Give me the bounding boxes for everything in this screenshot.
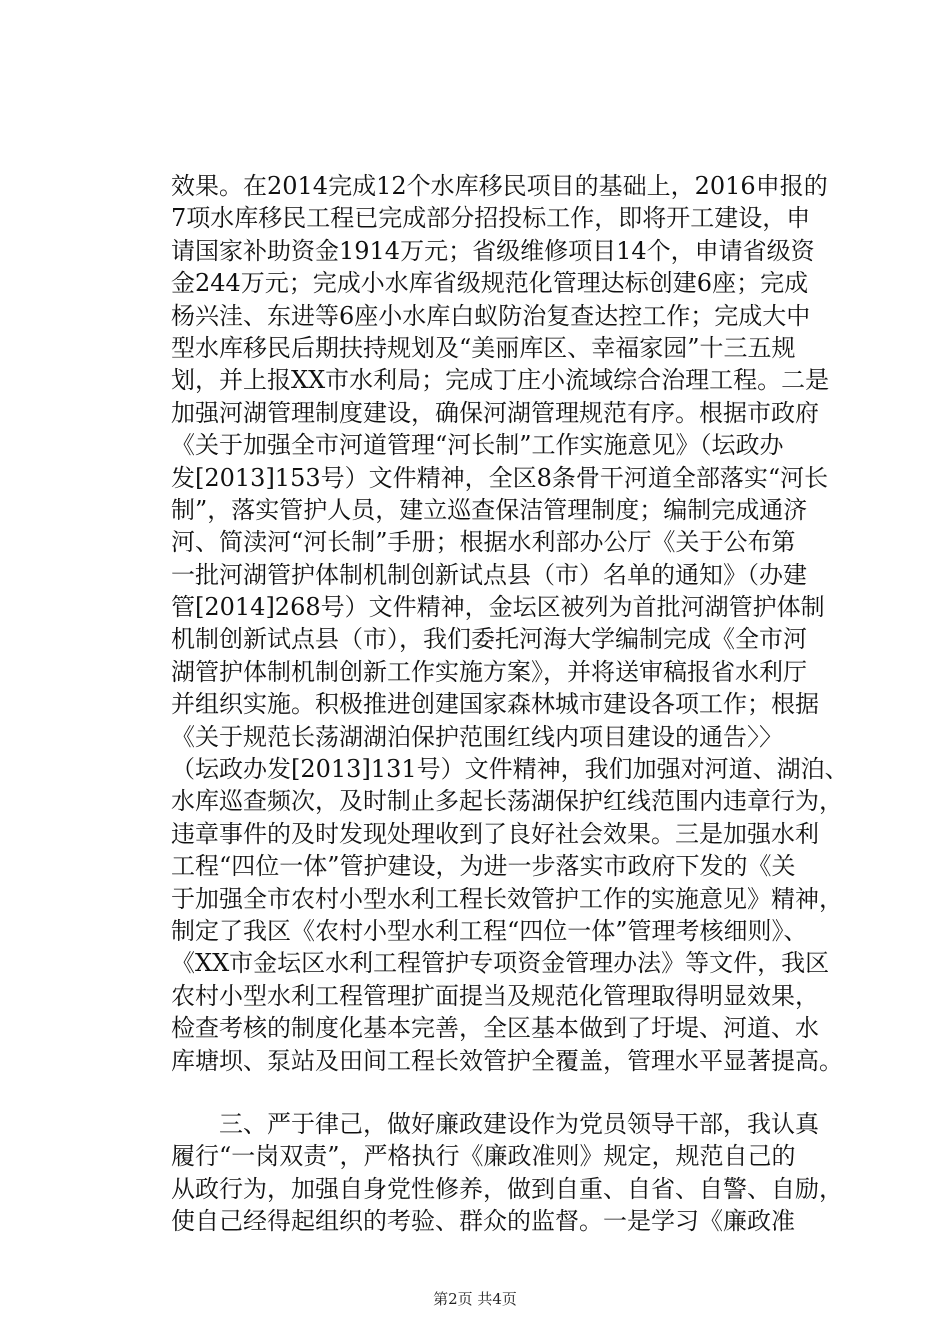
page-number-footer: 第2页 共4页: [433, 1290, 517, 1308]
text-line: 制定了我区《农村小型水利工程“四位一体”管理考核细则》、: [171, 916, 808, 945]
text-line: 型水库移民后期扶持规划及“美丽库区、幸福家园”十三五规: [171, 333, 796, 362]
text-line: 并组织实施。积极推进创建国家森林城市建设各项工作；根据: [171, 690, 819, 719]
text-line: 机制创新试点县（市），我们委托河海大学编制完成《全市河: [171, 625, 807, 654]
text-line: 水库巡查频次，及时制止多起长荡湖保护红线范围内违章行为，: [171, 787, 843, 816]
paragraph-spacer: [171, 1077, 871, 1108]
text-line: 湖管护体制机制创新工作实施方案》，并将送审稿报省水利厅: [171, 657, 807, 686]
text-line: 三、严于律己，做好廉政建设作为党员领导干部，我认真: [219, 1109, 819, 1138]
document-body: [171, 170, 871, 1238]
text-line: 《关于规范长荡湖湖泊保护范围红线内项目建设的通告〉〉: [171, 722, 783, 751]
text-line: 使自己经得起组织的考验、群众的监督。一是学习《廉政准: [171, 1207, 795, 1236]
text-line: 效果。在2014完成12个水库移民项目的基础上，2016申报的: [171, 172, 828, 200]
text-line: 农村小型水利工程管理扩面提当及规范化管理取得明显效果，: [171, 981, 819, 1010]
text-line: 于加强全市农村小型水利工程长效管护工作的实施意见》精神，: [171, 884, 843, 913]
text-line: 划，并上报XX市水利局；完成丁庄小流域综合治理工程。二是: [171, 366, 830, 395]
text-line: 7项水库移民工程已完成部分招投标工作，即将开工建设，申: [171, 204, 811, 233]
paragraph: [171, 170, 871, 1077]
text-line: 管[2014]268号）文件精神，金坛区被列为首批河湖管护体制: [171, 593, 825, 622]
text-line: 制”，落实管护人员，建立巡查保洁管理制度；编制完成通济: [171, 495, 808, 524]
text-line: 加强河湖管理制度建设，确保河湖管理规范有序。根据市政府: [171, 398, 819, 427]
text-line: 杨兴洼、东进等6座小水库白蚁防治复查达控工作；完成大中: [171, 301, 811, 330]
text-line: 《XX市金坛区水利工程管护专项资金管理办法》等文件，我区: [171, 949, 830, 978]
text-line: 请国家补助资金1914万元；省级维修项目14个，申请省级资: [171, 236, 815, 265]
text-line: 《关于加强全市河道管理“河长制”工作实施意见》（坛政办: [171, 431, 784, 460]
text-line: 金244万元；完成小水库省级规范化管理达标创建6座；完成: [171, 269, 809, 298]
text-line: 发[2013]153号）文件精神，全区8条骨干河道全部落实“河长: [171, 463, 829, 492]
text-line: 违章事件的及时发现处理收到了良好社会效果。三是加强水利: [171, 819, 819, 848]
paragraph: [171, 1108, 871, 1238]
text-line: 从政行为，加强自身党性修养，做到自重、自省、自警、自励，: [171, 1174, 843, 1203]
text-line: 检查考核的制度化基本完善，全区基本做到了圩堤、河道、水: [171, 1014, 819, 1043]
text-line: （坛政办发[2013]131号）文件精神，我们加强对河道、湖泊、: [171, 755, 849, 784]
text-line: 工程“四位一体”管护建设，为进一步落实市政府下发的《关: [171, 852, 796, 881]
text-line: 一批河湖管护体制机制创新试点县（市）名单的通知》（办建: [171, 560, 807, 589]
text-line: 履行“一岗双责”，严格执行《廉政准则》规定，规范自己的: [171, 1142, 796, 1171]
text-line: 河、简渎河“河长制”手册；根据水利部办公厅《关于公布第: [171, 528, 796, 557]
text-line: 库塘坝、泵站及田间工程长效管护全覆盖，管理水平显著提高。: [171, 1046, 843, 1075]
